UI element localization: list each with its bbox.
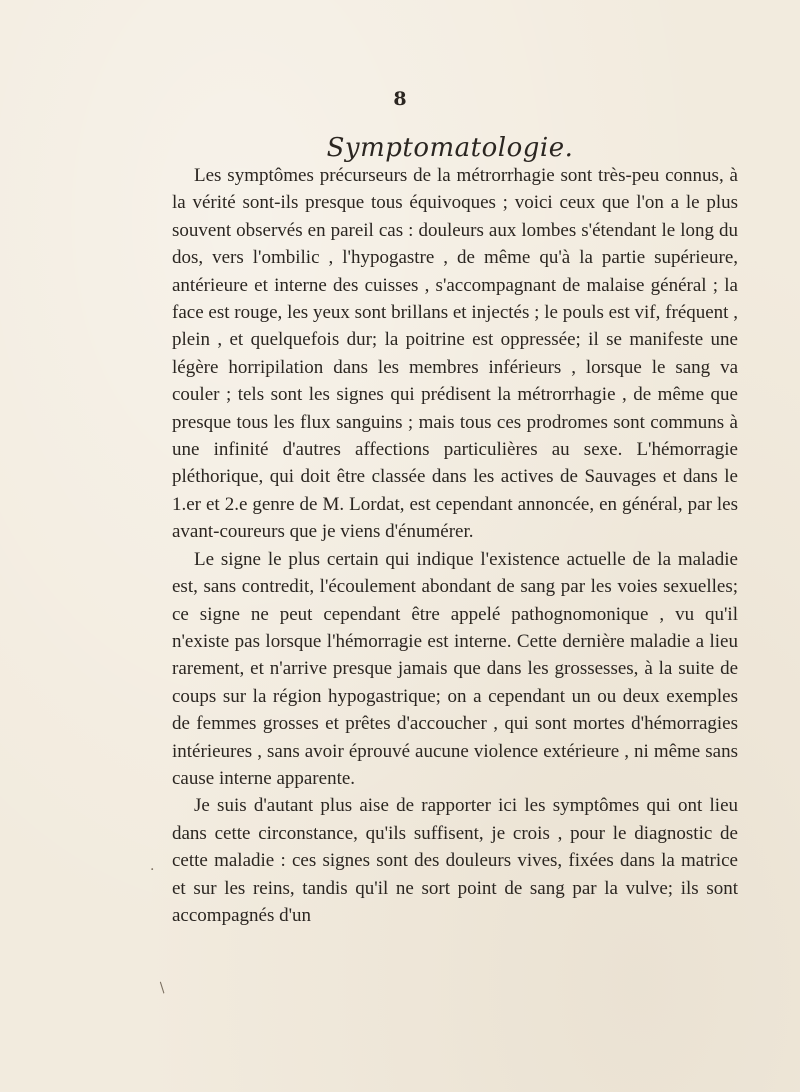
margin-stroke: / bbox=[155, 980, 169, 996]
paragraph-2: Le signe le plus certain qui indique l'existence actuelle de la maladie est, sans contredit, l'écoulement abondant de sang par les voies sexuelles; ce signe ne peut cependant être appelé pathognomonique , vu qu'il n'existe pas lorsque l'hémorragie est interne. Cette dernière maladie a lieu rarement, et n'arrive presque jamais que dans les grossesses, à la suite de coups sur la région hypogastrique; on a cependant un ou deux exemples de femmes grosses et prêtes d'accoucher , qui sont mortes d'hémorragies intérieures , sans avoir éprouvé aucune violence extérieure , ni même sans cause interne apparente. bbox=[172, 548, 738, 789]
paragraph-3: Je suis d'autant plus aise de rapporter ici les symptômes qui ont lieu dans cette circonstance, qu'ils suffisent, je crois , pour le diagnostic de cette maladie : ces signes sont des douleurs vives, fixées dans la matrice et sur les reins, tandis qu'il ne sort point de sang par la vulve; ils sont accompagnés d'un bbox=[172, 795, 738, 926]
paragraph-1: Les symptômes précurseurs de la métrorrhagie sont très-peu connus, à la vérité sont-ils presque tous équivoques ; voici ceux que l'on a le plus souvent observés en pareil cas : douleurs aux lombes s'étendant le long du dos, vers l'ombilic , l'hypogastre , de même qu'à la partie supérieure, antérieure et interne des cuisses , s'accompagnant de malaise général ; la face est rouge, les yeux sont brillans et injectés ; le pouls est vif, fréquent , plein , et quelquefois dur; la poitrine est oppressée; il se manifeste une légère horripilation dans les membres inférieurs , lorsque le sang va couler ; tels sont les signes qui prédisent la métrorrhagie , de même que presque tous les flux sanguins ; mais tous ces prodromes sont communs à une infinité d'autres affections particulières au sexe. L'hémorragie pléthorique, qui doit être classée dans les actives de Sauvages et dans le 1.er et 2.e genre de M. Lordat, est cependant annoncée, en général, par les avant-coureurs que je viens d'énumérer. bbox=[172, 165, 738, 543]
body-text bbox=[172, 162, 738, 929]
margin-dot: · bbox=[150, 862, 155, 878]
page-number: 8 bbox=[393, 88, 407, 110]
section-title: Symptomatologie. bbox=[326, 133, 574, 163]
